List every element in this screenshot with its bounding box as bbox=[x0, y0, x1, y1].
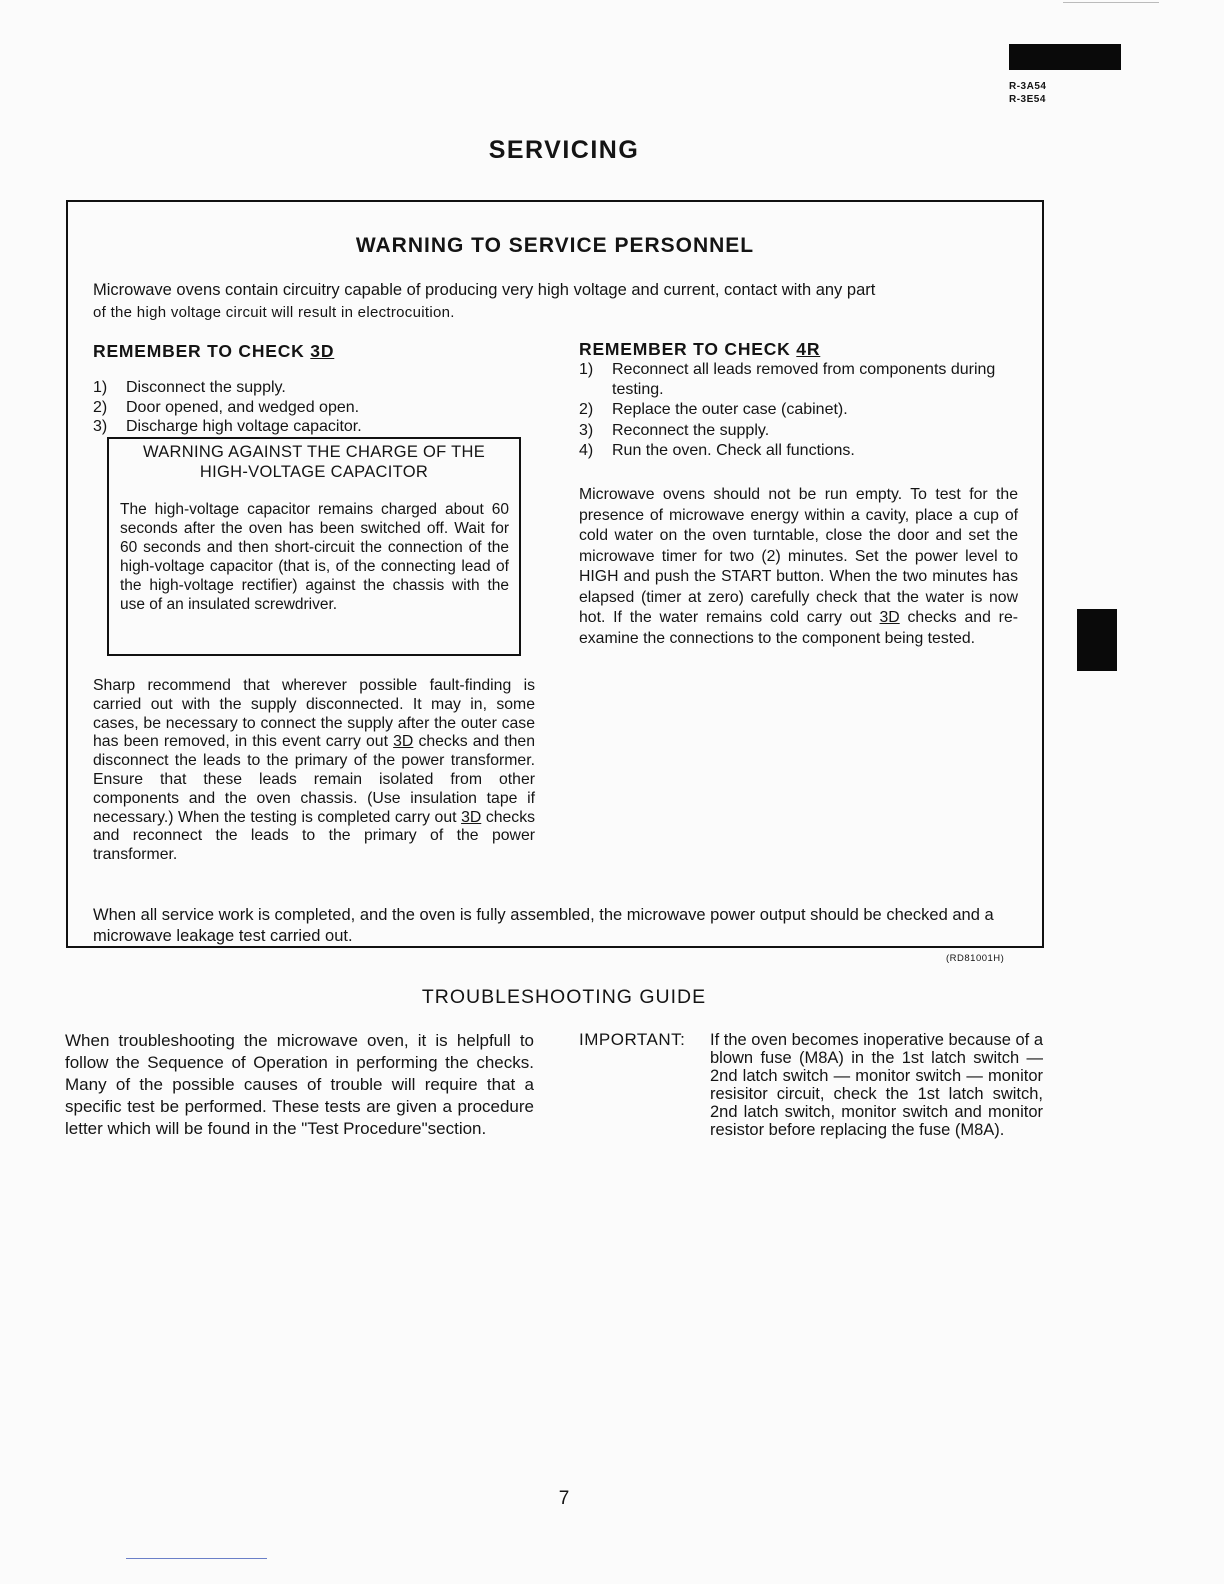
footer-rule bbox=[126, 1558, 267, 1559]
page-number: 7 bbox=[558, 1488, 570, 1509]
intro-line: Microwave ovens contain circuitry capable of producing very high voltage and current, contact with any part bbox=[93, 281, 876, 299]
capacitor-warning-title: WARNING AGAINST THE CHARGE OF THE HIGH-VOLTAGE CAPACITOR bbox=[142, 443, 486, 481]
list-item: 1) Reconnect all leads removed from components during testing. bbox=[579, 361, 996, 398]
check-code: 3D bbox=[393, 733, 414, 751]
section-marker-bar bbox=[1009, 44, 1121, 70]
list-item: 2) Door opened, and wedged open. bbox=[93, 398, 360, 416]
list-item: 3) Discharge high voltage capacitor. bbox=[93, 418, 362, 435]
list-item: 3) Reconnect the supply. bbox=[579, 421, 770, 439]
model-number: R-3E54 bbox=[1009, 94, 1046, 105]
section-tab-marker bbox=[1077, 609, 1117, 671]
check-code: 3D bbox=[310, 341, 335, 361]
warning-intro bbox=[93, 279, 1023, 324]
model-number: R-3A54 bbox=[1009, 81, 1047, 92]
intro-line: of the high voltage circuit will result in electrocuition. bbox=[93, 304, 455, 321]
sharp-recommendation: Sharp recommend that wherever possible fault-finding is carried out with the supply disconnected. It may in, some cases, be necessary to connect the supply after the outer case has been removed, in this event carry out 3D checks and then disconnect the leads to the primary of the power transformer. Ensure that these leads remain isolated from other components and the oven chassis. (Use insulation tape if necessary.) When the testing is completed carry out 3D checks and reconnect the leads to the primary of the power transformer. bbox=[93, 677, 535, 864]
page-title: SERVICING bbox=[488, 136, 640, 164]
troubleshooting-title: TROUBLESHOOTING GUIDE bbox=[421, 986, 707, 1008]
microwave-test-paragraph: Microwave ovens should not be run empty. To test for the presence of microwave energy within a cavity, place a cup of cold water on the oven turntable, close the door and set the microwave timer for two (2) minutes. Set the power level to HIGH and push the START button. When the two minutes has elapsed (timer at zero) carefully check that the water is now hot. If the water remains cold carry out 3D checks and re-examine the connections to the component being tested. bbox=[579, 486, 1018, 647]
important-text: If the oven becomes inoperative because of a blown fuse (M8A) in the 1st latch switch — 2nd latch switch — monitor switch — monitor resisitor circuit, check the 1st latch switch, 2nd latch switch, monitor switch and monitor resistor before replacing the fuse (M8A). bbox=[710, 1031, 1043, 1139]
warning-title: WARNING TO SERVICE PERSONNEL bbox=[355, 234, 755, 257]
document-code: (RD81001H) bbox=[946, 953, 1005, 964]
check-3d-heading: REMEMBER TO CHECK 3D bbox=[93, 341, 335, 361]
check-3d-list bbox=[93, 378, 533, 437]
check-code: 3D bbox=[879, 609, 900, 626]
list-item: 2) Replace the outer case (cabinet). bbox=[579, 401, 848, 418]
completion-note: When all service work is completed, and the oven is fully assembled, the microwave power output should be checked and a microwave leakage test carried out. bbox=[93, 906, 994, 945]
scan-edge-line bbox=[1063, 2, 1159, 3]
important-label: IMPORTANT: bbox=[579, 1030, 686, 1049]
list-item: 1) Disconnect the supply. bbox=[93, 379, 286, 396]
check-code: 4R bbox=[796, 339, 821, 359]
check-code: 3D bbox=[461, 808, 482, 826]
model-numbers bbox=[1009, 80, 1046, 106]
check-4r-list bbox=[579, 360, 1024, 462]
check-4r-heading: REMEMBER TO CHECK 4R bbox=[579, 339, 821, 359]
capacitor-warning-text: The high-voltage capacitor remains charged about 60 seconds after the oven has been switched off. Wait for 60 seconds and then short-circuit the connection of the high-voltage capacitor (that is, of the connecting lead of the high-voltage rectifier) against the chassis with the use of an insulated screwdriver. bbox=[120, 501, 509, 613]
list-item: 4) Run the oven. Check all functions. bbox=[579, 442, 855, 459]
troubleshooting-intro: When troubleshooting the microwave oven, it is helpfull to follow the Sequence of Operation in performing the checks. Many of the possible causes of trouble will require that a specific test be performed. These tests are given a procedure letter which will be found in the "Test Procedure"section. bbox=[65, 1031, 534, 1138]
